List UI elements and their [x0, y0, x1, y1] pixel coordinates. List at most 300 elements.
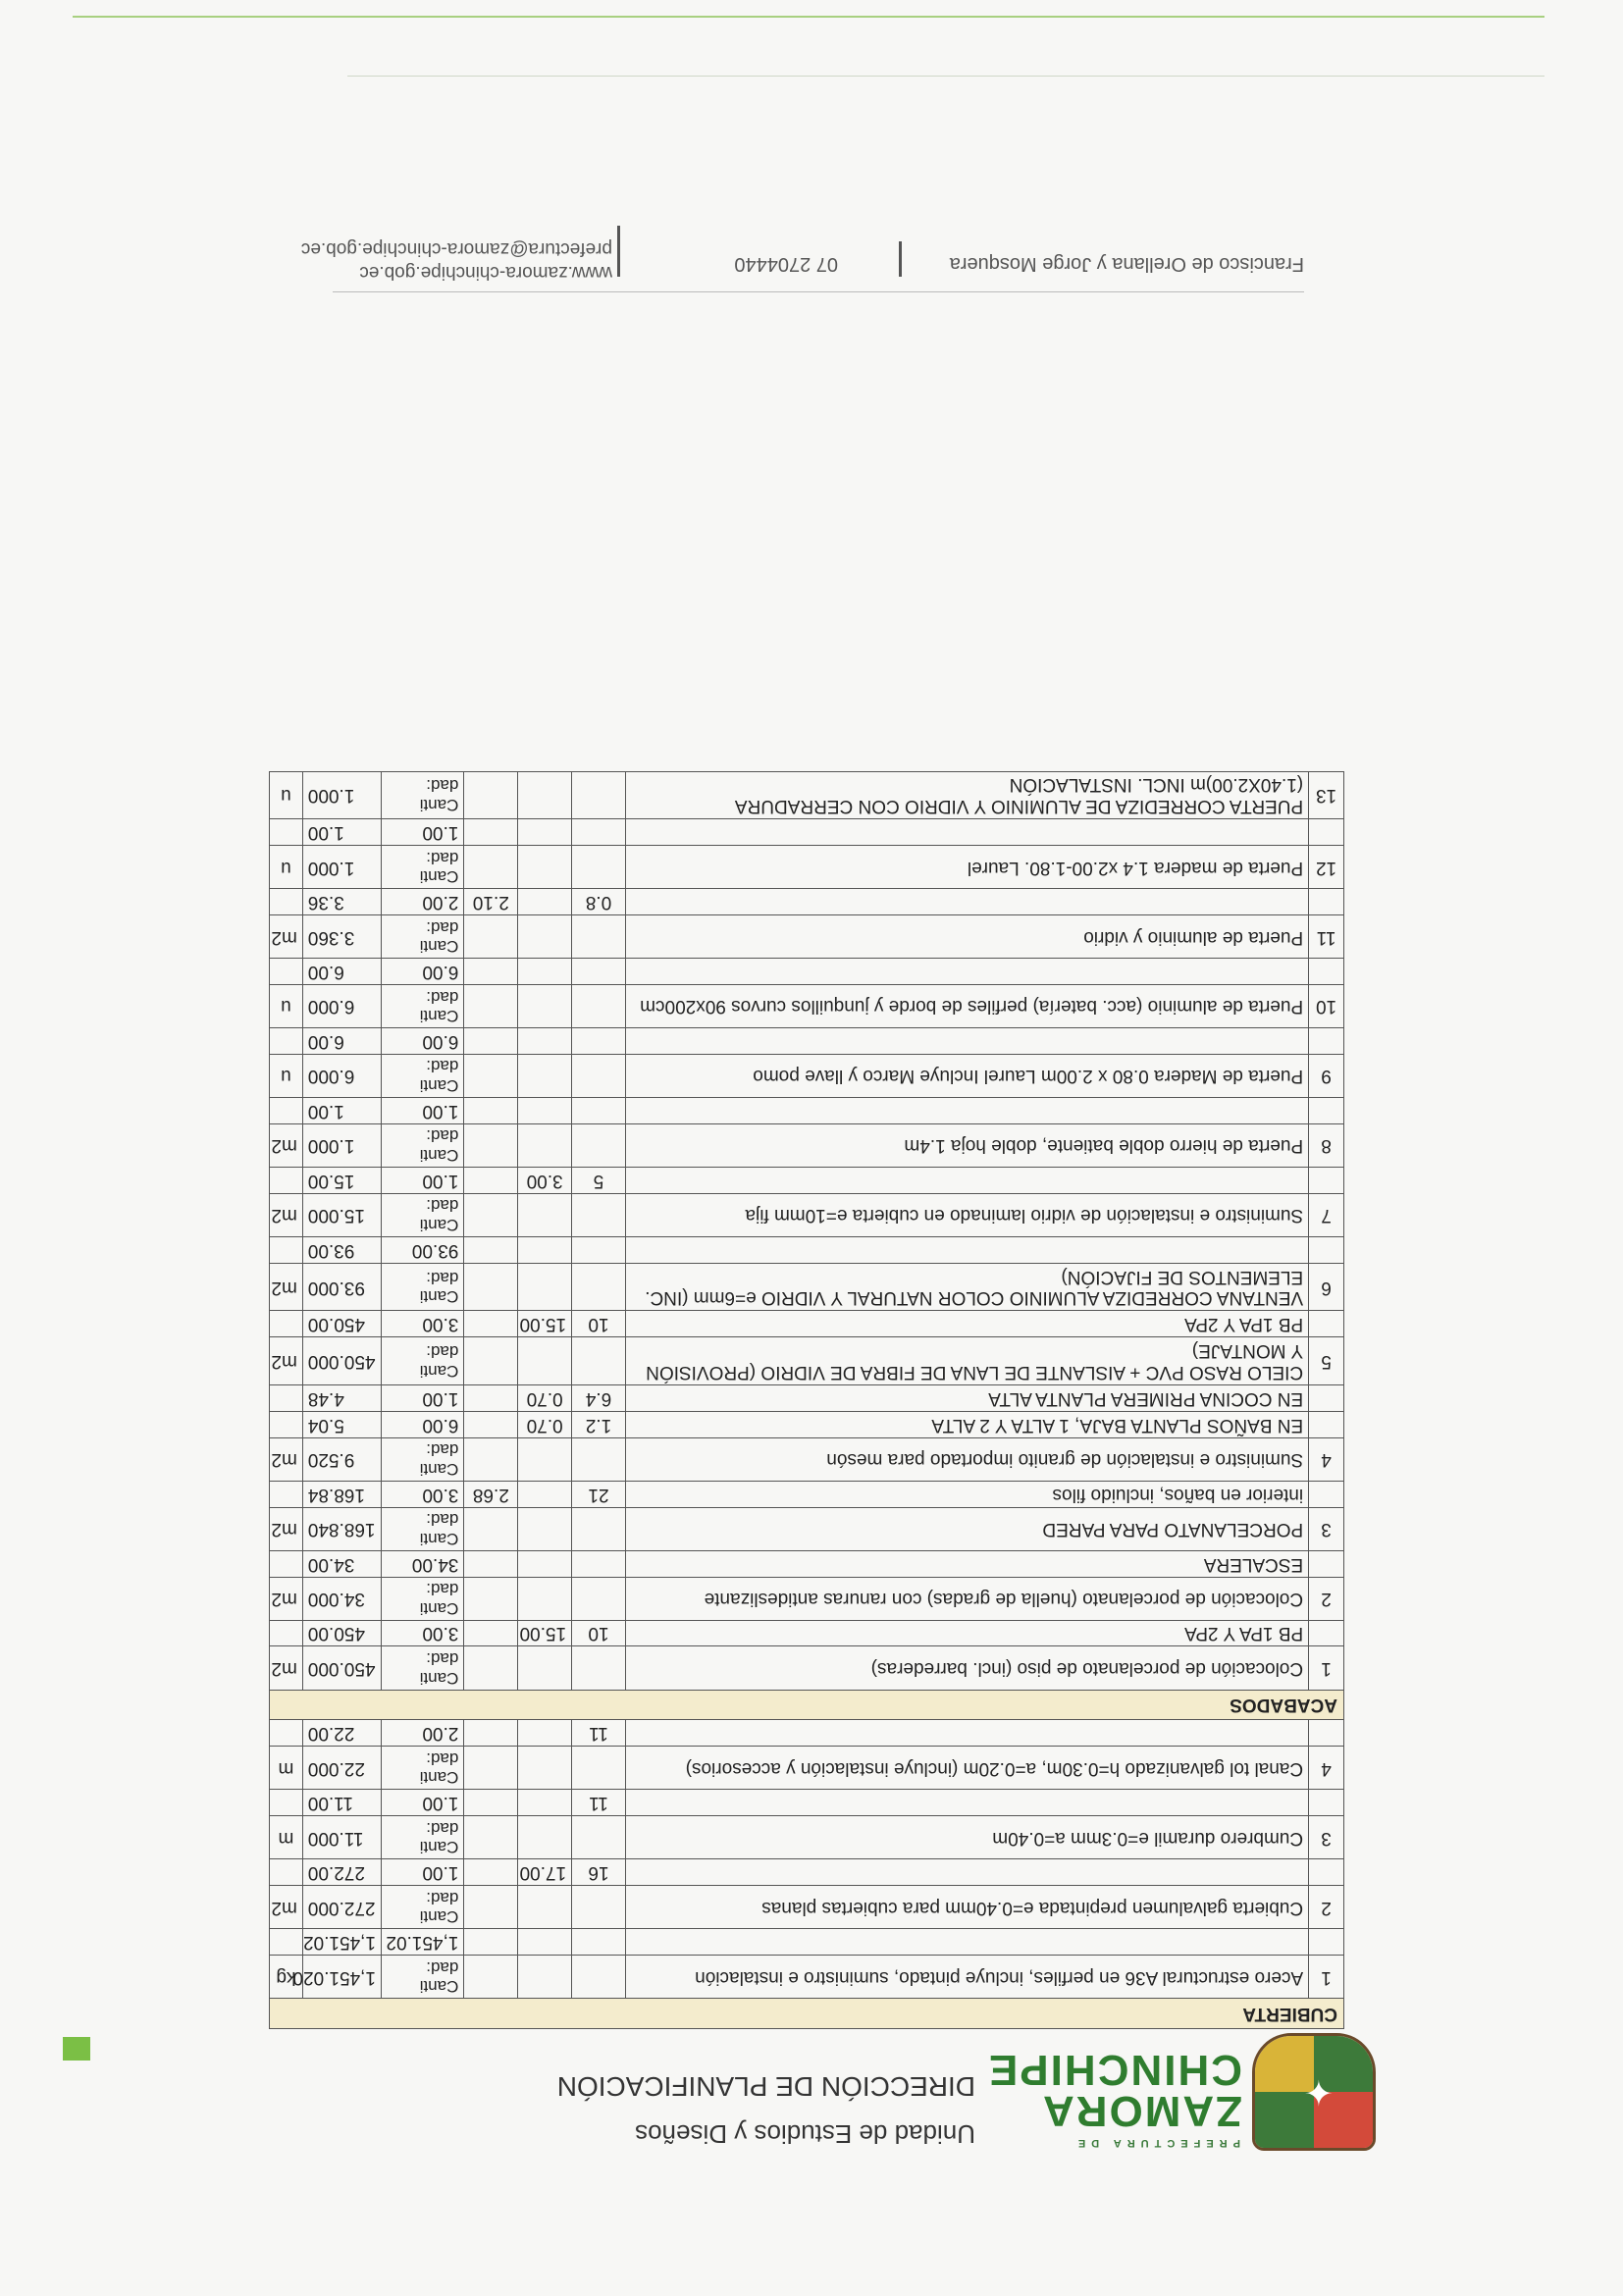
empty-cell	[270, 1929, 303, 1956]
unit: u	[270, 985, 303, 1028]
quantity-label: Canti dad:	[382, 1123, 464, 1167]
quantity-label: Canti dad:	[382, 771, 464, 819]
measurement-total: 1.00	[302, 819, 381, 846]
measurement-row	[270, 1028, 1344, 1055]
measurement-row	[270, 1620, 1344, 1646]
unit: m2	[270, 1193, 303, 1236]
measurement-description	[625, 1790, 1308, 1816]
measurement-a	[572, 819, 626, 846]
item-number: 2	[1309, 1886, 1344, 1929]
measurement-description: PB 1PA Y 2PA	[625, 1311, 1308, 1337]
measurement-factor: 1,451.02	[382, 1929, 464, 1956]
footer-email: prefectura@zamora-chinchipe.gob.ec	[300, 238, 612, 259]
quantity-label: Canti dad:	[382, 1646, 464, 1690]
table-row	[270, 846, 1344, 889]
unit: m2	[270, 915, 303, 959]
measurement-b: 3.00	[518, 1167, 572, 1193]
footer-separator	[617, 226, 620, 277]
measurement-b	[518, 1929, 572, 1956]
measurement-c	[464, 1720, 518, 1747]
empty-cell	[464, 1263, 518, 1311]
quantity-value: 6.000	[302, 1054, 381, 1097]
measurement-row	[270, 819, 1344, 846]
measurement-factor: 1.00	[382, 1098, 464, 1124]
item-number: 4	[1309, 1437, 1344, 1481]
quantity-value: 15.000	[302, 1193, 381, 1236]
green-marker	[63, 2037, 90, 2061]
empty-cell	[464, 1123, 518, 1167]
document-title: DIRECCIÓN DE PLANIFICACIÓN	[556, 2071, 975, 2102]
measurement-total: 4.48	[302, 1384, 381, 1411]
measurement-description	[625, 1028, 1308, 1055]
measurement-a	[572, 1098, 626, 1124]
measurement-b	[518, 1481, 572, 1507]
item-number: 1	[1309, 1956, 1344, 1999]
empty-cell	[518, 1646, 572, 1690]
measurement-b: 0.70	[518, 1411, 572, 1437]
unit: u	[270, 846, 303, 889]
measurement-total: 15.00	[302, 1167, 381, 1193]
brand-name-line1: ZAMORA	[1040, 2087, 1242, 2135]
quantity-label: Canti dad:	[382, 1437, 464, 1481]
measurement-c	[464, 1859, 518, 1886]
unit: m2	[270, 1507, 303, 1550]
measurement-a: 16	[572, 1859, 626, 1886]
prefectura-shield-logo	[1252, 2033, 1376, 2151]
empty-cell	[572, 1816, 626, 1859]
section-header-row	[270, 1690, 1344, 1720]
quantity-value: 9.520	[302, 1437, 381, 1481]
item-number: 9	[1309, 1054, 1344, 1097]
empty-cell	[464, 1646, 518, 1690]
quantity-value: 34.000	[302, 1577, 381, 1620]
measurement-total: 6.00	[302, 1028, 381, 1055]
empty-cell	[270, 1311, 303, 1337]
quantity-value: 168.840	[302, 1507, 381, 1550]
unit: u	[270, 771, 303, 819]
empty-cell	[270, 959, 303, 985]
measurement-row	[270, 889, 1344, 915]
empty-cell	[464, 1337, 518, 1385]
empty-cell	[1309, 1028, 1344, 1055]
item-description: PUERTA CORREDIZA DE ALUMINIO Y VIDRIO CON CERRADURA (1.40X2.00)m INCL. INSTALACIÓN	[625, 771, 1308, 819]
quantity-label: Canti dad:	[382, 1886, 464, 1929]
measurement-factor: 34.00	[382, 1550, 464, 1577]
measurement-b: 0.70	[518, 1384, 572, 1411]
measurement-a: 0.8	[572, 889, 626, 915]
measurement-total: 272.00	[302, 1859, 381, 1886]
empty-cell	[464, 1507, 518, 1550]
empty-cell	[464, 1437, 518, 1481]
measurement-description	[625, 1167, 1308, 1193]
measurement-b	[518, 1720, 572, 1747]
empty-cell	[464, 771, 518, 819]
empty-cell	[572, 1193, 626, 1236]
empty-cell	[270, 1481, 303, 1507]
measurement-row	[270, 1384, 1344, 1411]
measurement-a	[572, 1929, 626, 1956]
measurement-factor: 1.00	[382, 819, 464, 846]
empty-cell	[270, 819, 303, 846]
item-description: Puerta de Madera 0.80 x 2.00m Laurel Incluye Marco y llave pomo	[625, 1054, 1308, 1097]
empty-cell	[1309, 1311, 1344, 1337]
shield-emblem-icon: ✦	[1303, 2072, 1334, 2113]
measurement-description	[625, 819, 1308, 846]
empty-cell	[1309, 1167, 1344, 1193]
measurement-description	[625, 1098, 1308, 1124]
empty-cell	[1309, 1236, 1344, 1263]
measurement-c	[464, 1411, 518, 1437]
quantity-label: Canti dad:	[382, 846, 464, 889]
measurement-b: 15.00	[518, 1311, 572, 1337]
item-description: Suministro e instalación de vidrio laminado en cubierta e=10mm fija	[625, 1193, 1308, 1236]
empty-cell	[464, 985, 518, 1028]
quantity-label: Canti dad:	[382, 1507, 464, 1550]
item-description: PORCELANATO PARA PARED	[625, 1507, 1308, 1550]
measurement-row	[270, 1859, 1344, 1886]
empty-cell	[518, 1816, 572, 1859]
empty-cell	[518, 1263, 572, 1311]
item-description: Colocación de porcelanato (huella de gradas) con ranuras antideslizante	[625, 1577, 1308, 1620]
measurement-total: 450.00	[302, 1311, 381, 1337]
measurement-c	[464, 1384, 518, 1411]
item-description: Puerta de madera 1.4 x2.00-1.80. Laurel	[625, 846, 1308, 889]
empty-cell	[572, 1747, 626, 1790]
measurement-c	[464, 1028, 518, 1055]
item-number: 13	[1309, 771, 1344, 819]
measurement-total: 1,451.02	[302, 1929, 381, 1956]
quantity-value: 272.000	[302, 1886, 381, 1929]
quantity-label: Canti dad:	[382, 1956, 464, 1999]
empty-cell	[572, 1956, 626, 1999]
empty-cell	[1309, 819, 1344, 846]
empty-cell	[270, 1098, 303, 1124]
measurement-description: interior en baños, incluido filos	[625, 1481, 1308, 1507]
measurement-factor: 2.00	[382, 1720, 464, 1747]
item-number: 2	[1309, 1577, 1344, 1620]
quantity-label: Canti dad:	[382, 1054, 464, 1097]
document-subtitle: Unidad de Estudios y Diseños	[635, 2119, 975, 2149]
measurement-c: 2.68	[464, 1481, 518, 1507]
letterhead	[0, 2041, 1623, 2296]
measurement-row	[270, 959, 1344, 985]
measurement-factor: 1.00	[382, 1384, 464, 1411]
quantity-value: 3.360	[302, 915, 381, 959]
quantity-value: 11.000	[302, 1816, 381, 1859]
empty-cell	[1309, 889, 1344, 915]
header-divider	[347, 76, 1544, 77]
measurement-row	[270, 1481, 1344, 1507]
brand-prefix: PREFECTURA DE	[1072, 2137, 1240, 2149]
measurement-total: 1.00	[302, 1098, 381, 1124]
measurement-a: 10	[572, 1620, 626, 1646]
unit: m2	[270, 1577, 303, 1620]
measurement-factor: 1.00	[382, 1167, 464, 1193]
empty-cell	[270, 1620, 303, 1646]
empty-cell	[1309, 1550, 1344, 1577]
measurement-a	[572, 1236, 626, 1263]
empty-cell	[464, 846, 518, 889]
measurement-description	[625, 1929, 1308, 1956]
quantity-label: Canti dad:	[382, 1263, 464, 1311]
measurement-factor: 2.00	[382, 889, 464, 915]
measurement-c	[464, 1167, 518, 1193]
brand-name-line2: CHINCHIPE	[986, 2046, 1242, 2094]
table-row	[270, 1956, 1344, 1999]
empty-cell	[464, 1054, 518, 1097]
measurement-total: 6.00	[302, 959, 381, 985]
empty-cell	[1309, 1859, 1344, 1886]
item-number: 5	[1309, 1337, 1344, 1385]
measurement-description	[625, 889, 1308, 915]
measurement-total: 34.00	[302, 1550, 381, 1577]
table-row	[270, 1054, 1344, 1097]
empty-cell	[518, 846, 572, 889]
quantity-label: Canti dad:	[382, 915, 464, 959]
unit: m	[270, 1747, 303, 1790]
item-description: Puerta de aluminio y vidrio	[625, 915, 1308, 959]
item-description: Suministro e instalación de granito importado para mesón	[625, 1437, 1308, 1481]
table-row	[270, 1577, 1344, 1620]
table-row	[270, 1337, 1344, 1385]
measurement-description	[625, 1859, 1308, 1886]
measurement-a: 1.2	[572, 1411, 626, 1437]
measurement-b	[518, 1550, 572, 1577]
empty-cell	[572, 771, 626, 819]
table-row	[270, 1747, 1344, 1790]
empty-cell	[270, 1167, 303, 1193]
section-header-row	[270, 1999, 1344, 2029]
quantity-value: 1,451.020	[302, 1956, 381, 1999]
unit: m2	[270, 1437, 303, 1481]
quantity-label: Canti dad:	[382, 1816, 464, 1859]
measurement-total: 11.00	[302, 1790, 381, 1816]
header-green-line	[73, 16, 1544, 18]
measurement-c	[464, 1311, 518, 1337]
quantities-table-wrapper	[269, 771, 1344, 2029]
measurement-total: 3.36	[302, 889, 381, 915]
measurement-description	[625, 959, 1308, 985]
empty-cell	[464, 1747, 518, 1790]
empty-cell	[518, 915, 572, 959]
item-description: Cubierta galvalumen prepintada e=0.40mm para cubiertas planas	[625, 1886, 1308, 1929]
footer-divider	[333, 291, 1304, 292]
measurement-a: 5	[572, 1167, 626, 1193]
unit: m2	[270, 1263, 303, 1311]
item-description: CIELO RASO PVC + AISLANTE DE LANA DE FIBRA DE VIDRIO (PROVISIÓN Y MONTAJE)	[625, 1337, 1308, 1385]
measurement-b: 15.00	[518, 1620, 572, 1646]
footer-website: www.zamora-chinchipe.gob.ec	[359, 262, 612, 283]
measurement-description: ESCALERA	[625, 1550, 1308, 1577]
empty-cell	[572, 846, 626, 889]
empty-cell	[270, 889, 303, 915]
quantities-table	[269, 771, 1344, 2029]
measurement-b: 17.00	[518, 1859, 572, 1886]
measurement-b	[518, 1098, 572, 1124]
table-row	[270, 1263, 1344, 1311]
empty-cell	[1309, 1384, 1344, 1411]
measurement-a	[572, 1028, 626, 1055]
item-number: 4	[1309, 1747, 1344, 1790]
measurement-c: 2.10	[464, 889, 518, 915]
item-description: Cumbrero duramil e=0.3mm a=0.40m	[625, 1816, 1308, 1859]
empty-cell	[1309, 1098, 1344, 1124]
empty-cell	[270, 1720, 303, 1747]
unit: m2	[270, 1646, 303, 1690]
measurement-factor: 3.00	[382, 1620, 464, 1646]
empty-cell	[1309, 1620, 1344, 1646]
table-row	[270, 1886, 1344, 1929]
empty-cell	[572, 985, 626, 1028]
empty-cell	[1309, 1790, 1344, 1816]
measurement-row	[270, 1311, 1344, 1337]
item-number: 11	[1309, 915, 1344, 959]
measurement-row	[270, 1411, 1344, 1437]
empty-cell	[270, 1028, 303, 1055]
measurement-row	[270, 1098, 1344, 1124]
measurement-description: EN COCINA PRIMERA PLANTA ALTA	[625, 1384, 1308, 1411]
table-row	[270, 1816, 1344, 1859]
measurement-b	[518, 889, 572, 915]
measurement-c	[464, 1098, 518, 1124]
table-row	[270, 1507, 1344, 1550]
empty-cell	[1309, 1411, 1344, 1437]
measurement-a	[572, 1550, 626, 1577]
empty-cell	[572, 1123, 626, 1167]
measurement-description: PB 1PA Y 2PA	[625, 1620, 1308, 1646]
empty-cell	[270, 1411, 303, 1437]
quantity-label: Canti dad:	[382, 985, 464, 1028]
table-row	[270, 1123, 1344, 1167]
empty-cell	[518, 1886, 572, 1929]
quantity-value: 450.000	[302, 1337, 381, 1385]
item-number: 7	[1309, 1193, 1344, 1236]
unit: m2	[270, 1123, 303, 1167]
measurement-total: 168.84	[302, 1481, 381, 1507]
section-title: CUBIERTA	[270, 1999, 1344, 2029]
measurement-description	[625, 1720, 1308, 1747]
measurement-b	[518, 819, 572, 846]
empty-cell	[270, 1859, 303, 1886]
empty-cell	[1309, 1929, 1344, 1956]
unit: m2	[270, 1886, 303, 1929]
quantity-value: 1.000	[302, 771, 381, 819]
measurement-c	[464, 1929, 518, 1956]
empty-cell	[518, 1577, 572, 1620]
measurement-factor: 1.00	[382, 1790, 464, 1816]
measurement-row	[270, 1720, 1344, 1747]
table-row	[270, 1437, 1344, 1481]
item-number: 10	[1309, 985, 1344, 1028]
empty-cell	[270, 1790, 303, 1816]
empty-cell	[270, 1236, 303, 1263]
quantity-value: 450.000	[302, 1646, 381, 1690]
measurement-row	[270, 1236, 1344, 1263]
table-row	[270, 1646, 1344, 1690]
item-description: VENTANA CORREDIZA ALUMINIO COLOR NATURAL Y VIDRIO e=6mm (INC. ELEMENTOS DE FIJACIÓN)	[625, 1263, 1308, 1311]
empty-cell	[572, 1054, 626, 1097]
empty-cell	[464, 1193, 518, 1236]
measurement-c	[464, 1236, 518, 1263]
quantity-label: Canti dad:	[382, 1337, 464, 1385]
measurement-c	[464, 1790, 518, 1816]
measurement-total: 5.04	[302, 1411, 381, 1437]
measurement-b	[518, 1236, 572, 1263]
footer-address: Francisco de Orellana y Jorge Mosquera	[949, 253, 1304, 275]
measurement-factor: 93.00	[382, 1236, 464, 1263]
empty-cell	[572, 1646, 626, 1690]
quantity-value: 22.000	[302, 1747, 381, 1790]
unit: m2	[270, 1337, 303, 1385]
measurement-b	[518, 1028, 572, 1055]
empty-cell	[518, 771, 572, 819]
empty-cell	[270, 1550, 303, 1577]
quantity-value: 1.000	[302, 846, 381, 889]
measurement-a: 21	[572, 1481, 626, 1507]
measurement-row	[270, 1167, 1344, 1193]
measurement-description: EN BAÑOS PLANTA BAJA, 1 ALTA Y 2 ALTA	[625, 1411, 1308, 1437]
measurement-total: 93.00	[302, 1236, 381, 1263]
empty-cell	[270, 1384, 303, 1411]
item-number: 12	[1309, 846, 1344, 889]
measurement-c	[464, 1550, 518, 1577]
item-description: Canal tol galvanizado h=0.30m, a=0.20m (incluye instalación y accesorios)	[625, 1747, 1308, 1790]
empty-cell	[572, 1337, 626, 1385]
measurement-factor: 6.00	[382, 1028, 464, 1055]
measurement-row	[270, 1550, 1344, 1577]
measurement-factor: 3.00	[382, 1311, 464, 1337]
measurement-row	[270, 1929, 1344, 1956]
empty-cell	[572, 1263, 626, 1311]
unit: u	[270, 1054, 303, 1097]
empty-cell	[518, 1337, 572, 1385]
empty-cell	[518, 1193, 572, 1236]
quantity-value: 93.000	[302, 1263, 381, 1311]
measurement-a: 10	[572, 1311, 626, 1337]
item-number: 6	[1309, 1263, 1344, 1311]
footer-phone: 07 2704440	[734, 253, 838, 275]
quantity-label: Canti dad:	[382, 1577, 464, 1620]
empty-cell	[518, 1437, 572, 1481]
measurement-total: 22.00	[302, 1720, 381, 1747]
empty-cell	[572, 1886, 626, 1929]
empty-cell	[1309, 959, 1344, 985]
quantity-value: 6.000	[302, 985, 381, 1028]
measurement-factor: 3.00	[382, 1481, 464, 1507]
empty-cell	[464, 1577, 518, 1620]
empty-cell	[572, 1437, 626, 1481]
measurement-description	[625, 1236, 1308, 1263]
measurement-a: 11	[572, 1720, 626, 1747]
measurement-b	[518, 1790, 572, 1816]
empty-cell	[572, 915, 626, 959]
empty-cell	[464, 1816, 518, 1859]
measurement-factor: 1.00	[382, 1859, 464, 1886]
measurement-row	[270, 1790, 1344, 1816]
quantity-label: Canti dad:	[382, 1747, 464, 1790]
empty-cell	[518, 1054, 572, 1097]
item-description: Puerta de aluminio (acc. batería) perfiles de borde y junquillos curvos 90x200cm	[625, 985, 1308, 1028]
empty-cell	[464, 1886, 518, 1929]
measurement-c	[464, 819, 518, 846]
measurement-a: 11	[572, 1790, 626, 1816]
footer-separator	[899, 241, 902, 277]
measurement-b	[518, 959, 572, 985]
table-row	[270, 915, 1344, 959]
item-number: 3	[1309, 1816, 1344, 1859]
unit: m	[270, 1816, 303, 1859]
measurement-a	[572, 959, 626, 985]
